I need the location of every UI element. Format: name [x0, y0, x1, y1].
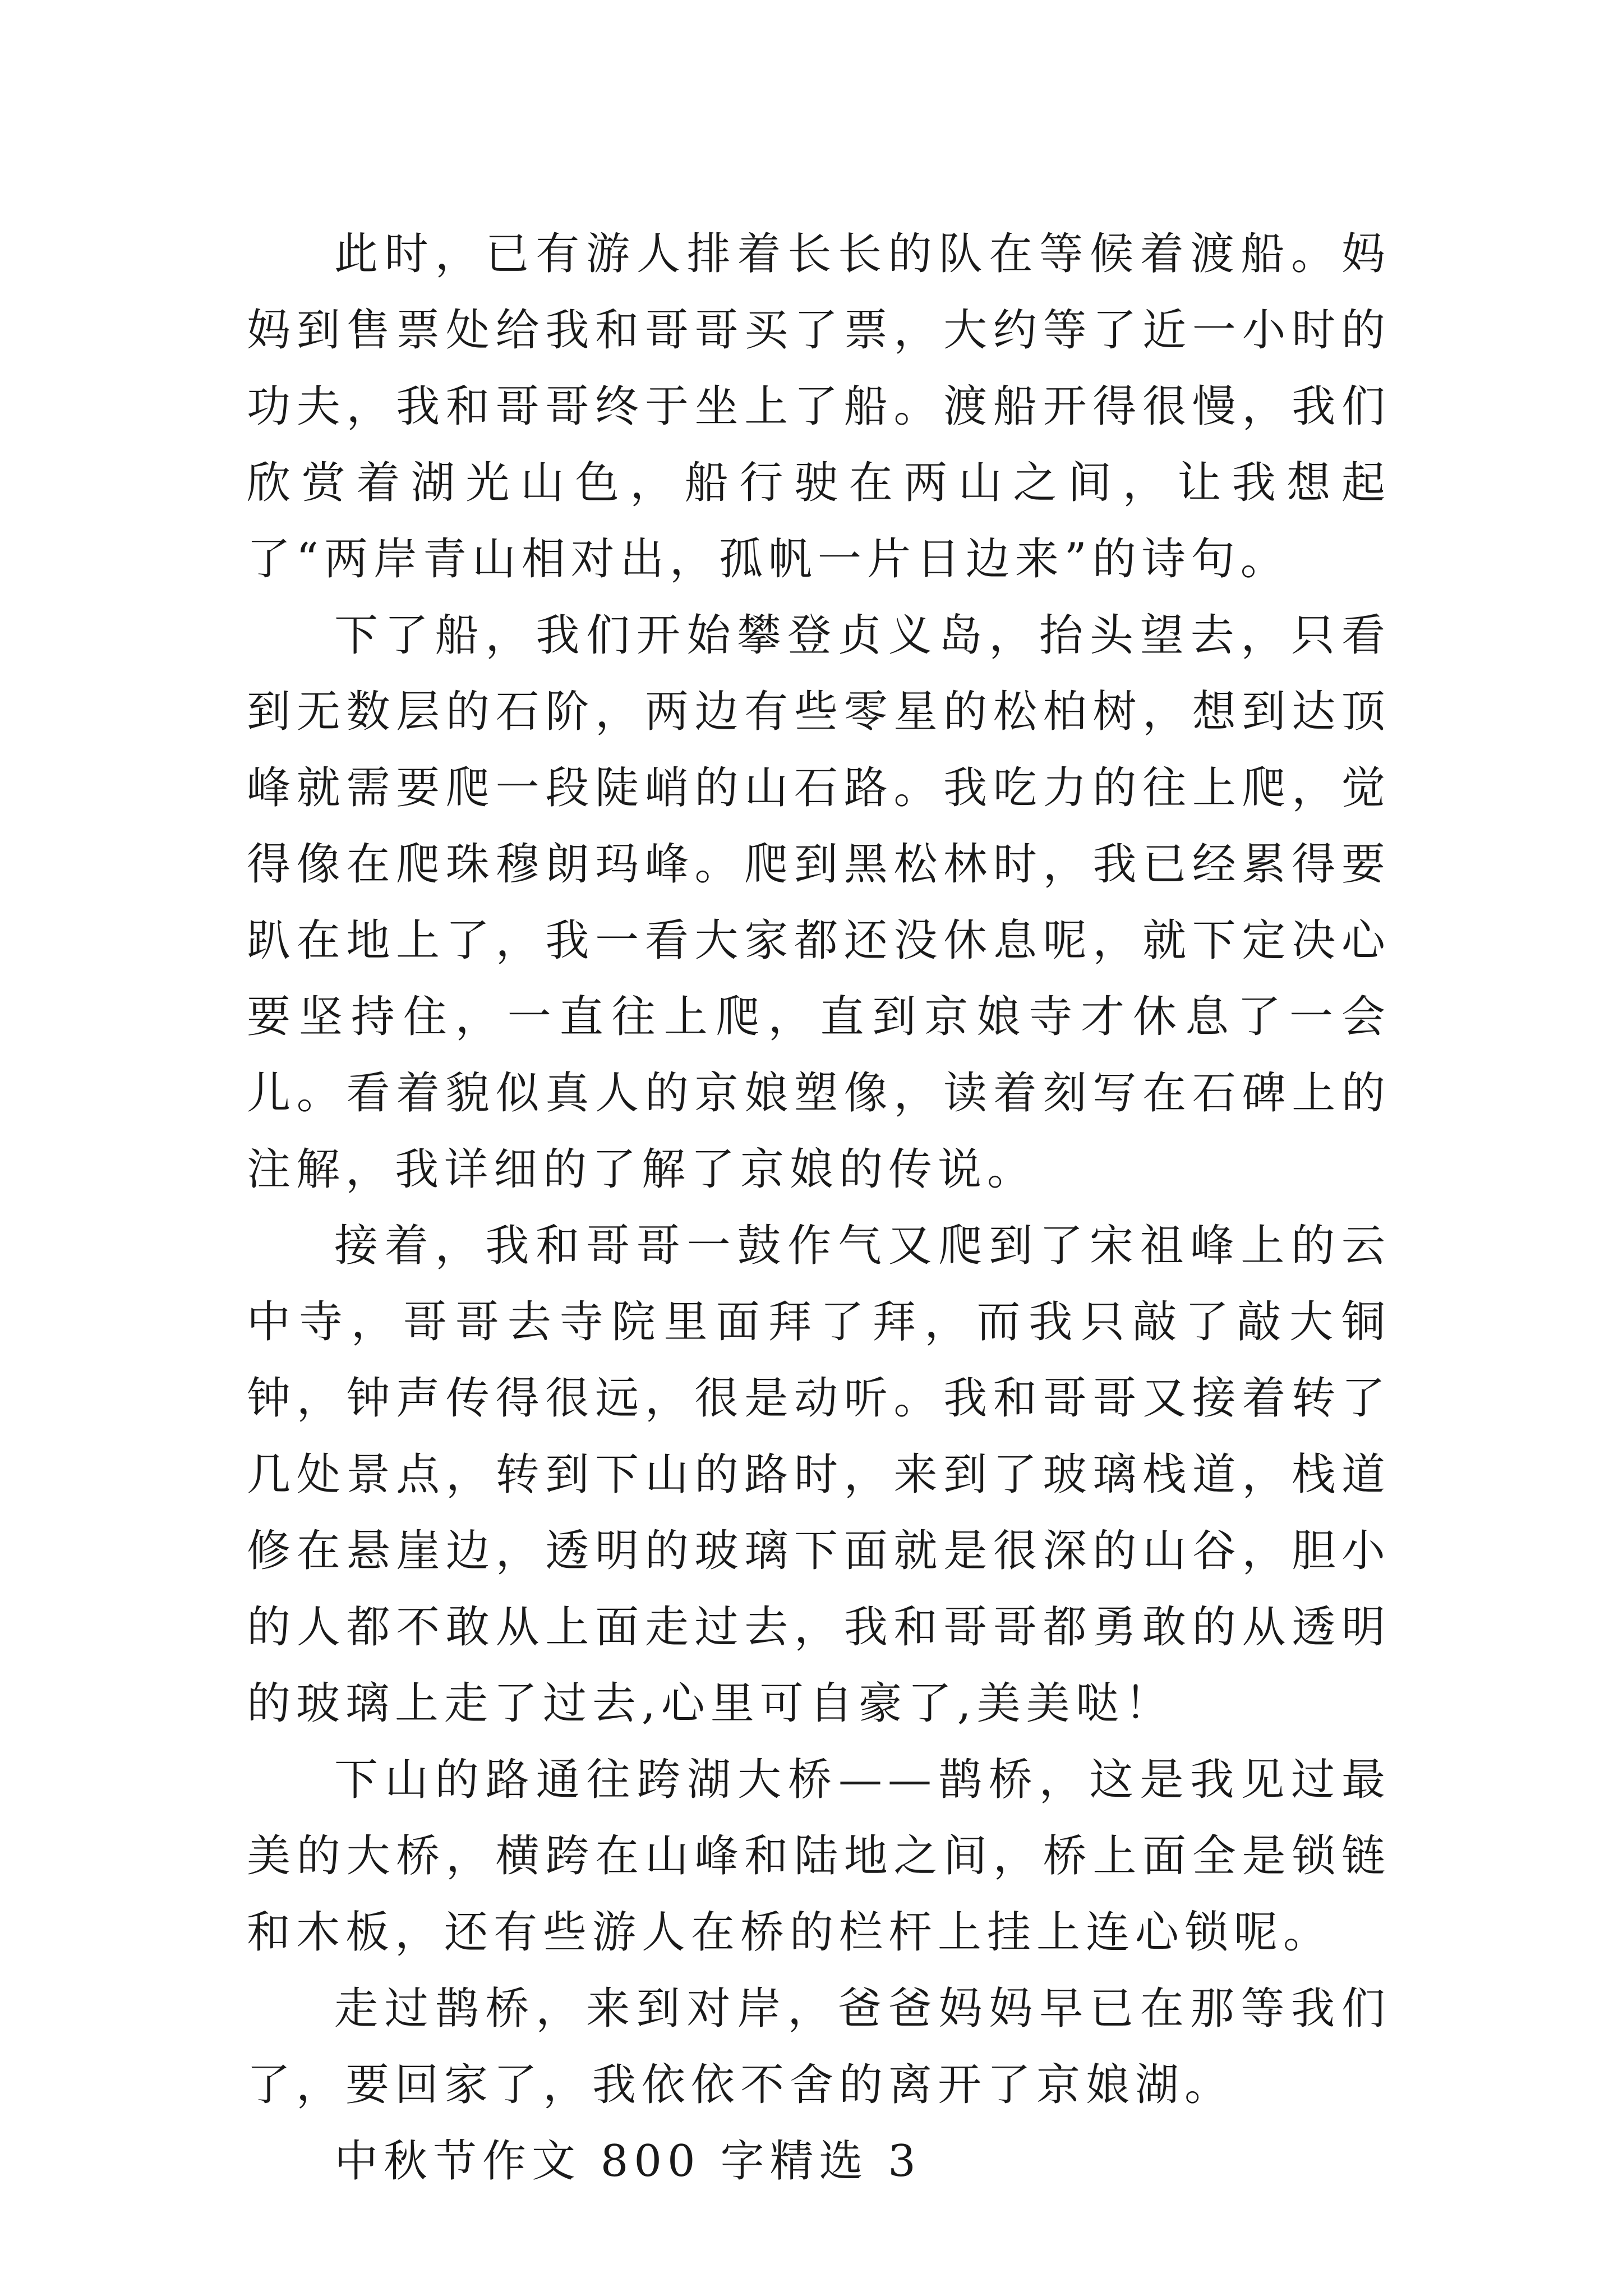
- paragraph: 此时，已有游人排着长长的队在等候着渡船。妈妈到售票处给我和哥哥买了票，大约等了近一小时的功夫，我和哥哥终于坐上了船。渡船开得很慢，我们欣赏着湖光山色，船行驶在两山之间，让我想起了“两岸青山相对出，孤帆一片日边来”的诗句。: [247, 229, 1391, 585]
- paragraph: 接着，我和哥哥一鼓作气又爬到了宋祖峰上的云中寺，哥哥去寺院里面拜了拜，而我只敲了敲大铜钟，钟声传得很远，很是动听。我和哥哥又接着转了几处景点，转到下山的路时，来到了玻璃栈道，栈道修在悬崖边，透明的玻璃下面就是很深的山谷，胆小的人都不敢从上面走过去，我和哥哥都勇敢的从透明的玻璃上走了过去,心里可自豪了,美美哒！: [247, 1221, 1391, 1729]
- paragraph: 走过鹊桥，来到对岸，爸爸妈妈早已在那等我们了，要回家了，我依依不舍的离开了京娘湖。: [247, 1984, 1391, 2110]
- document-body: [247, 216, 1391, 2200]
- paragraph: 下了船，我们开始攀登贞义岛，抬头望去，只看到无数层的石阶，两边有些零星的松柏树，想到达顶峰就需要爬一段陡峭的山石路。我吃力的往上爬，觉得像在爬珠穆朗玛峰。爬到黑松林时，我已经累得要趴在地上了，我一看大家都还没休息呢，就下定决心要坚持住，一直往上爬，直到京娘寺才休息了一会儿。看着貌似真人的京娘塑像，读着刻写在石碑上的注解，我详细的了解了京娘的传说。: [247, 610, 1391, 1195]
- paragraph: 下山的路通往跨湖大桥——鹊桥，这是我见过最美的大桥，横跨在山峰和陆地之间，桥上面全是锁链和木板，还有些游人在桥的栏杆上挂上连心锁呢。: [247, 1755, 1391, 1958]
- section-heading: 中秋节作文 800 字精选 3: [334, 2136, 921, 2187]
